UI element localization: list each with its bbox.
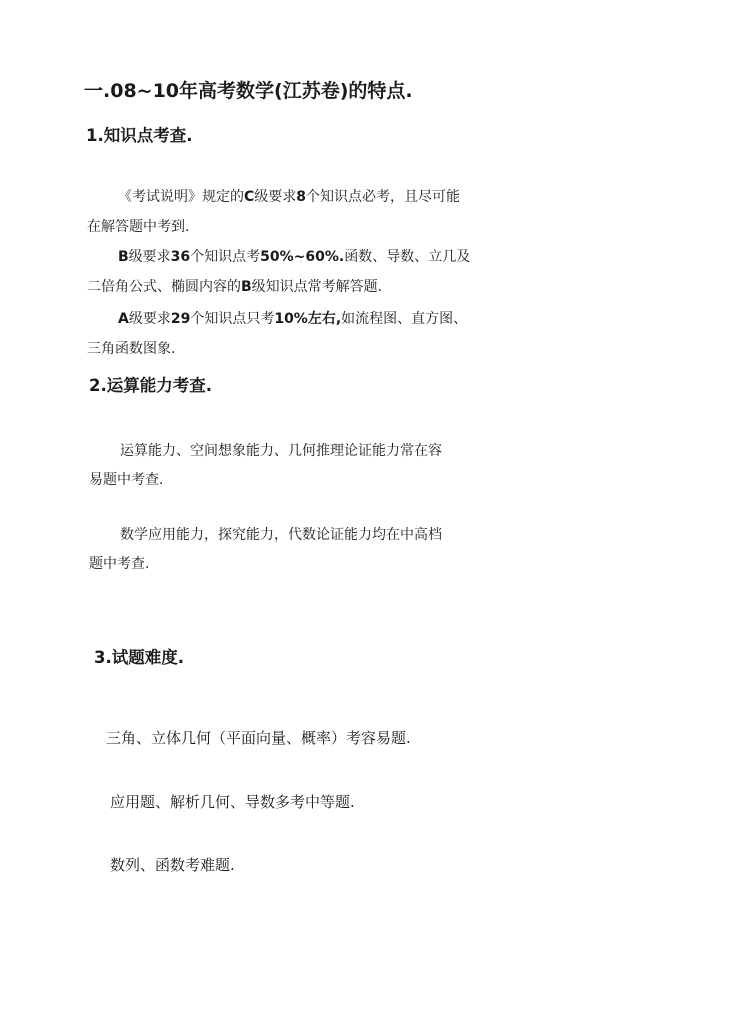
section-1-para-2-line-2 <box>87 280 382 294</box>
text-run: 《考试说明》规定的 <box>118 189 244 205</box>
section-2-para-2-line-2: 题中考查. <box>89 556 150 572</box>
section-1-para-2-line-1 <box>118 250 470 264</box>
text-run-bold: A <box>118 311 129 327</box>
text-run-bold: 29 <box>170 311 191 327</box>
text-run: 函数、导数、立几及 <box>344 249 471 265</box>
text-run: 级要求 <box>128 311 171 327</box>
page-title: 一.08~10年高考数学(江苏卷)的特点. <box>84 80 413 102</box>
text-run-bold: B <box>241 279 252 295</box>
text-run: 个知识点考 <box>190 249 261 265</box>
text-run: 二倍角公式、椭圆内容的 <box>87 279 241 295</box>
text-run: 个知识点必考，且尽可能 <box>306 189 461 205</box>
section-2-para-1-line-1: 运算能力、空间想象能力、几何推理论证能力常在容 <box>120 443 442 459</box>
text-run-bold: B <box>118 249 129 265</box>
text-run: 级知识点常考解答题. <box>251 279 383 295</box>
text-run: 级要求 <box>128 249 171 265</box>
section-3-heading: 3.试题难度. <box>94 648 185 667</box>
section-1-heading: 1.知识点考查. <box>86 126 193 145</box>
text-run-bold: 36 <box>170 249 191 265</box>
section-1-para-1-line-1 <box>118 190 460 204</box>
text-run-bold: C <box>244 189 255 205</box>
section-2-para-2-line-1: 数学应用能力，探究能力，代数论证能力均在中高档 <box>120 527 442 543</box>
section-3-item-1: 三角、立体几何（平面向量、概率）考容易题. <box>106 729 411 747</box>
section-2-heading: 2.运算能力考查. <box>89 376 213 395</box>
section-1-para-3-line-1 <box>118 312 467 326</box>
text-run-bold: 10% <box>274 311 308 327</box>
text-run: 级要求 <box>254 189 297 205</box>
text-run: 个知识点只考 <box>190 311 275 327</box>
section-2-para-1-line-2: 易题中考查. <box>89 472 164 488</box>
text-run-bold: 50%~60%. <box>260 249 345 265</box>
text-run-bold: 8 <box>296 189 307 205</box>
section-1-para-3-line-2: 三角函数图象. <box>87 341 176 357</box>
text-run: 如流程图、直方图、 <box>341 311 468 327</box>
section-1-para-1-line-2: 在解答题中考到. <box>87 219 190 235</box>
section-3-item-3: 数列、函数考难题. <box>110 856 235 874</box>
text-run-bold: 左右, <box>307 311 342 327</box>
section-3-item-2: 应用题、解析几何、导数多考中等题. <box>110 793 355 811</box>
